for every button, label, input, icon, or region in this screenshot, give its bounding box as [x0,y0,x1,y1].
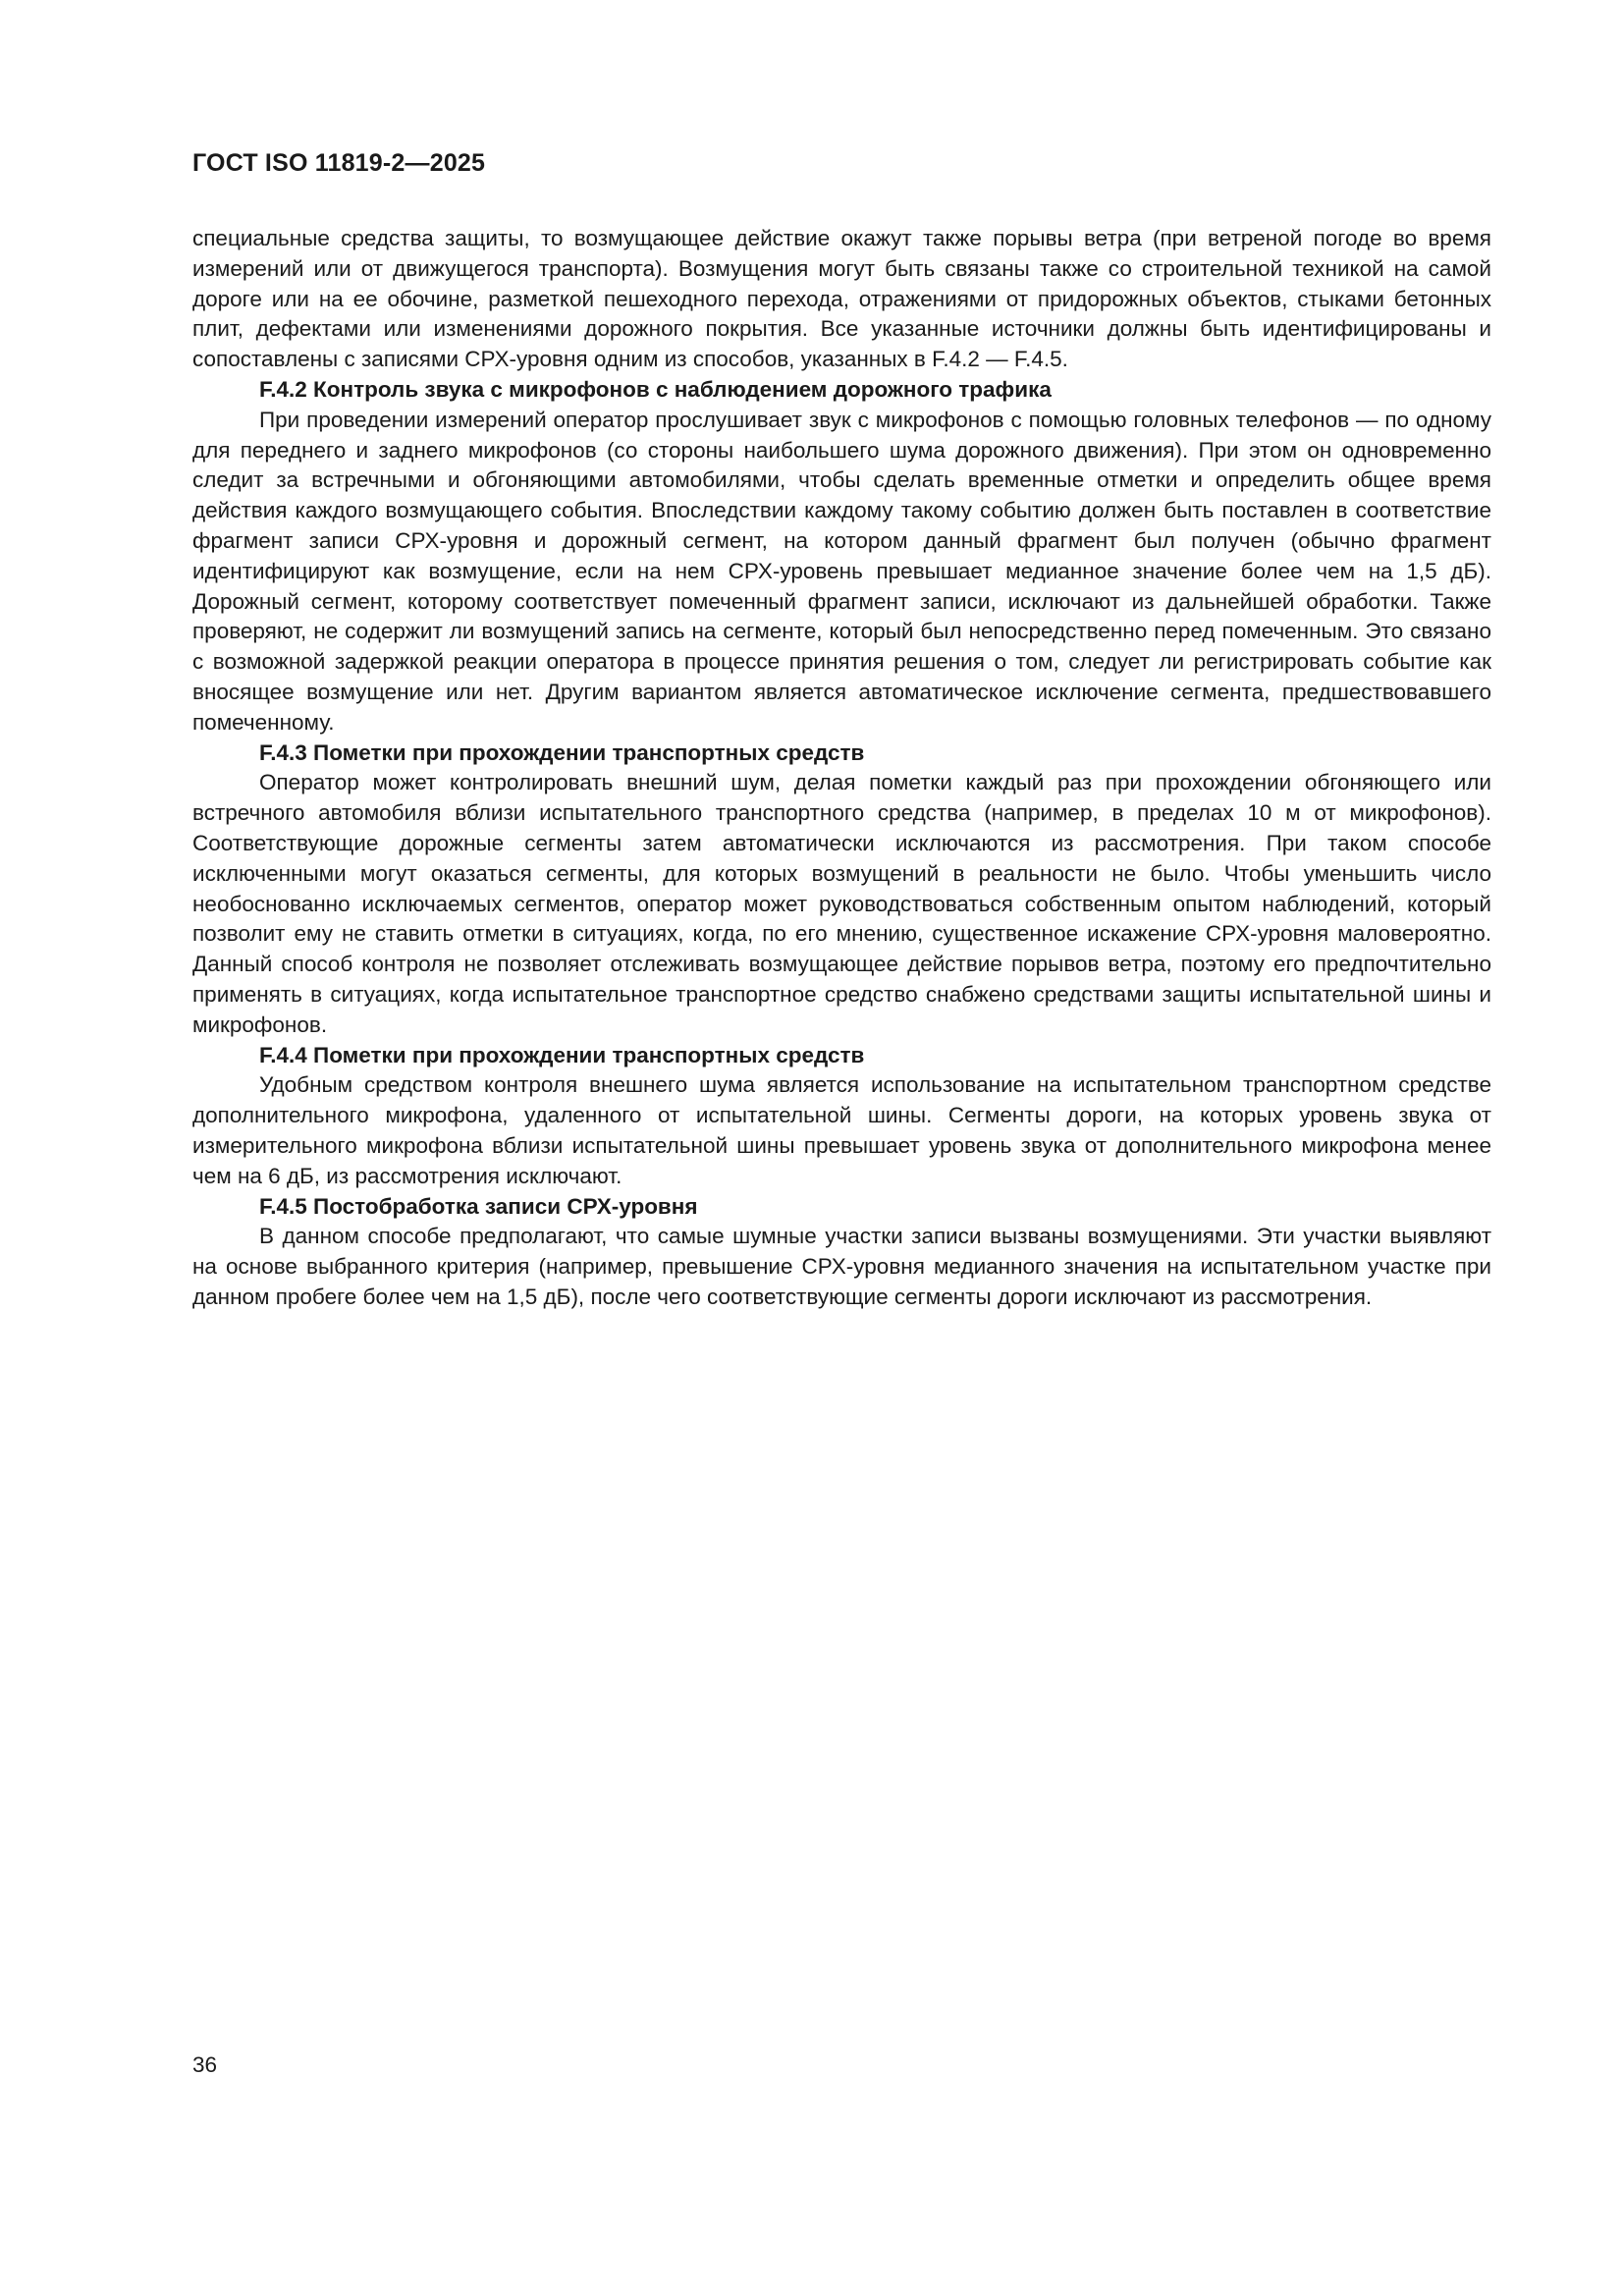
section-paragraph-f43: Оператор может контролировать внешний шум, делая пометки каждый раз при прохождении обгоняющего или встречного автомобиля вблизи испытательного транспортного средства (например, в пределах 10 м от микрофонов). Соответствующие дорожные сегменты затем автоматически исключаются из рассмотрения. При таком способе исключенными могут оказаться сегменты, для которых возмущений в реальности не было. Чтобы уменьшить число необоснованно исключаемых сегментов, оператор может руководствоваться собственным опытом наблюдений, который позволит ему не ставить отметки в ситуациях, когда, по его мнению, существенное искажение СРХ-уровня маловероятно. Данный способ контроля не позволяет отслеживать возмущающее действие порывов ветра, поэтому его предпочтительно применять в ситуациях, когда испытательное транспортное средство снабжено средствами защиты испытательной шины и микрофонов. [192,770,1491,1037]
section-paragraph-f45: В данном способе предполагают, что самые шумные участки записи вызваны возмущениями. Эти участки выявляют на основе выбранного критерия (например, превышение СРХ-уровня медианного значения на испытательном участке при данном пробеге более чем на 1,5 дБ), после чего соответствующие сегменты дороги исключают из рассмотрения. [192,1224,1491,1309]
section-paragraph-f42: При проведении измерений оператор прослушивает звук с микрофонов с помощью головных телефонов — по одному для переднего и заднего микрофонов (со стороны наибольшего шума дорожного движения). При этом он одновременно следит за встречными и обгоняющими автомобилями, чтобы сделать временные отметки и определить общее время действия каждого возмущающего события. Впоследствии каждому такому событию должен быть поставлен в соответствие фрагмент записи СРХ-уровня и дорожный сегмент, на котором данный фрагмент был получен (обычно фрагмент идентифицируют как возмущение, если на нем СРХ-уровень превышает медианное значение более чем на 1,5 дБ). Дорожный сегмент, которому соответствует помеченный фрагмент записи, исключают из дальнейшей обработки. Также проверяют, не содержит ли возмущений запись на сегменте, который был непосредственно перед помеченным. Это связано с возможной задержкой реакции оператора в процессе принятия решения о том, следует ли регистрировать событие как вносящее возмущение или нет. Другим вариантом является автоматическое исключение сегмента, предшествовавшего помеченному. [192,407,1491,735]
section-heading-f42: F.4.2 Контроль звука с микрофонов с наблюдением дорожного трафика [259,376,1052,402]
section-heading-f43: F.4.3 Пометки при прохождении транспортных средств [259,739,865,765]
section-paragraph-f44: Удобным средством контроля внешнего шума является использование на испытательном транспортном средстве дополнительного микрофона, удаленного от испытательной шины. Сегменты дороги, на которых уровень звука от измерительного микрофона вблизи испытательной шины превышает уровень звука от дополнительного микрофона менее чем на 6 дБ, из рассмотрения исключают. [192,1072,1491,1188]
page-number: 36 [192,2052,218,2077]
document-body [192,224,1491,1313]
document-header: ГОСТ ISO 11819-2—2025 [192,149,486,177]
section-heading-f44: F.4.4 Пометки при прохождении транспортных средств [259,1042,865,1067]
intro-paragraph: специальные средства защиты, то возмущающее действие окажут также порывы ветра (при ветреной погоде во время измерений или от движущегося транспорта). Возмущения могут быть связаны также со строительной техникой на самой дороге или на ее обочине, разметкой пешеходного перехода, отражениями от придорожных объектов, стыками бетонных плит, дефектами или изменениями дорожного покрытия. Все указанные источники должны быть идентифицированы и сопоставлены с записями СРХ-уровня одним из способов, указанных в F.4.2 — F.4.5. [192,226,1491,372]
section-heading-f45: F.4.5 Постобработка записи СРХ-уровня [259,1193,698,1219]
